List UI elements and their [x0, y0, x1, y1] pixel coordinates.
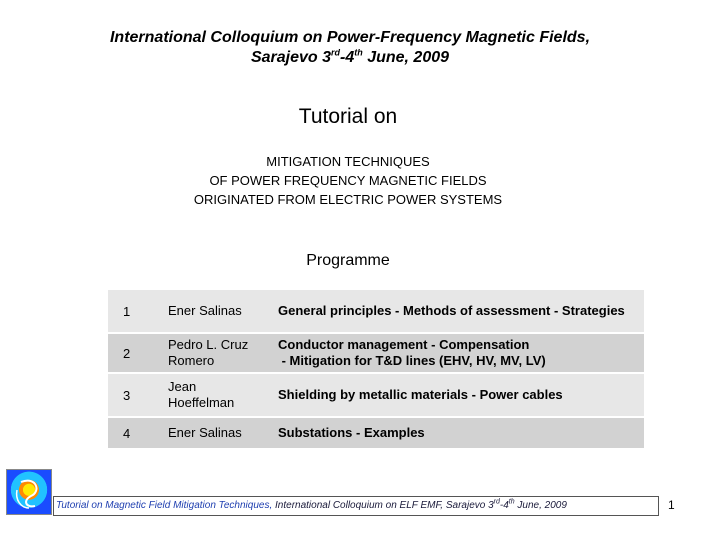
session-subject: Shielding by metallic materials - Power cables	[272, 374, 644, 418]
session-subject: Substations - Examples	[272, 418, 644, 450]
header-date: June, 2009	[362, 49, 450, 66]
table-row	[108, 418, 644, 450]
footer-date: June, 2009	[514, 500, 567, 511]
colloquium-header	[0, 28, 700, 68]
session-number: 1	[108, 290, 162, 334]
topic-line-1: MITIGATION TECHNIQUES	[266, 154, 430, 169]
footer-tutorial-title: Tutorial on Magnetic Field Mitigation Techniques,	[56, 500, 273, 511]
session-author: Pedro L. Cruz Romero	[162, 334, 272, 374]
session-author: Ener Salinas	[162, 418, 272, 450]
header-line-1: International Colloquium on Power-Frequency Magnetic Fields,	[109, 29, 591, 46]
footer-sup-rd: rd	[493, 498, 500, 506]
table-row	[108, 334, 644, 374]
header-sup-rd: rd	[331, 47, 341, 58]
magnetic-field-logo-icon	[6, 469, 52, 515]
topic-line-2: OF POWER FREQUENCY MAGNETIC FIELDS	[209, 173, 487, 188]
header-sup-th: th	[354, 47, 363, 58]
page-number: 1	[668, 498, 675, 512]
programme-title: Programme	[306, 252, 390, 269]
session-number: 3	[108, 374, 162, 418]
subject-line-1: Conductor management - Compensation	[278, 337, 530, 352]
session-subject	[272, 334, 644, 374]
footer-sup-th: th	[508, 498, 515, 506]
tutorial-title: Tutorial on	[298, 105, 398, 128]
footer-dash: -4	[499, 500, 509, 511]
topic-line-3: ORIGINATED FROM ELECTRIC POWER SYSTEMS	[193, 192, 503, 207]
header-place: Sarajevo 3	[250, 49, 332, 66]
tutorial-topic	[0, 152, 696, 209]
footer-colloquium: International Colloquium on ELF EMF, Sarajevo 3	[272, 500, 494, 511]
header-line-2	[0, 48, 700, 68]
session-number: 4	[108, 418, 162, 450]
table-row	[108, 374, 644, 418]
programme-table	[108, 290, 644, 450]
header-dash: -4	[340, 49, 355, 66]
session-subject: General principles - Methods of assessment - Strategies	[272, 290, 644, 334]
subject-line-2: - Mitigation for T&D lines (EHV, HV, MV, LV)	[278, 353, 546, 368]
table-row	[108, 290, 644, 334]
session-number: 2	[108, 334, 162, 374]
footer-caption	[53, 496, 659, 516]
logo-field-lines	[7, 470, 51, 514]
session-author: Ener Salinas	[162, 290, 272, 334]
session-author: Jean Hoeffelman	[162, 374, 272, 418]
